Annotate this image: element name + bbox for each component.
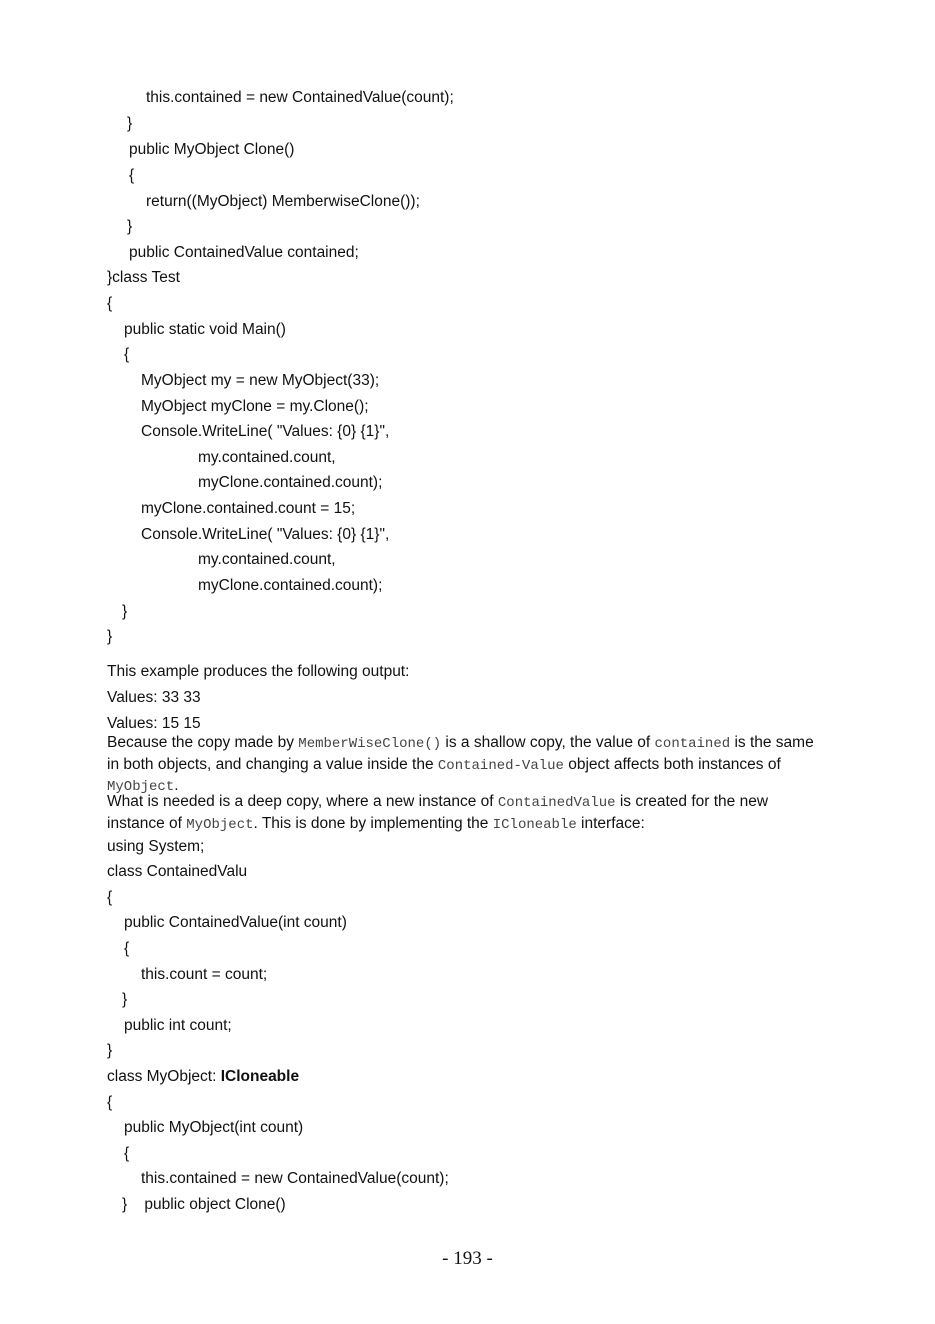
code-line: this.count = count; <box>141 966 268 983</box>
code-line: { <box>107 1094 113 1111</box>
code-line: MyObject my = new MyObject(33); <box>141 372 380 389</box>
code-line: MyObject myClone = my.Clone(); <box>141 398 369 415</box>
text: object affects both instances of <box>563 755 781 773</box>
text: Because the copy made by <box>107 734 299 751</box>
code-line: }class Test <box>107 269 180 286</box>
code-line: myClone.contained.count = 15; <box>141 500 356 517</box>
code-line: using System; <box>107 838 205 855</box>
code-line: public MyObject Clone() <box>129 141 295 158</box>
code-line: { <box>124 940 130 957</box>
text: is the same in both objects, and changing a value inside the <box>107 734 814 773</box>
inline-code: MyObject <box>186 816 254 833</box>
code-text: class MyObject: <box>107 1068 221 1085</box>
code-line: public static void Main() <box>124 321 286 338</box>
code-line: return((MyObject) MemberwiseClone()); <box>146 193 420 210</box>
code-line: } <box>127 218 133 235</box>
code-line: { <box>129 167 135 184</box>
output-line: Values: 15 15 <box>107 715 201 732</box>
code-line: { <box>107 295 113 312</box>
inline-code: ContainedValue <box>497 795 616 811</box>
code-line: { <box>124 346 130 363</box>
text: is created for the new instance of <box>107 793 769 832</box>
code-line: Console.WriteLine( "Values: {0} {1}", <box>141 526 390 543</box>
code-line: { <box>124 1145 130 1162</box>
text: . <box>174 777 179 794</box>
code-line: my.contained.count, <box>198 449 336 466</box>
inline-code: MemberWiseClone() <box>298 736 442 752</box>
code-line: public MyObject(int count) <box>124 1119 304 1136</box>
code-line: myClone.contained.count); <box>198 577 383 594</box>
code-line: my.contained.count, <box>198 551 336 568</box>
inline-code: Contained-Value <box>437 757 564 774</box>
paragraph-deep-copy <box>107 792 827 835</box>
code-line: } public object Clone() <box>122 1196 286 1213</box>
inline-code: ICloneable <box>492 816 577 833</box>
code-line: } <box>127 115 133 132</box>
code-line: class ContainedValu <box>107 863 248 880</box>
page-number: - 193 - <box>442 1248 493 1269</box>
code-line: } <box>122 603 128 620</box>
code-line: } <box>122 991 128 1008</box>
output-intro: This example produces the following output: <box>107 663 410 680</box>
code-line: public ContainedValue(int count) <box>124 914 347 931</box>
code-line: public ContainedValue contained; <box>129 244 359 261</box>
output-line: Values: 33 33 <box>107 689 201 706</box>
text: What is needed is a deep copy, where a new instance of <box>107 793 498 810</box>
code-line: myClone.contained.count); <box>198 474 383 491</box>
code-line: Console.WriteLine( "Values: {0} {1}", <box>141 423 390 440</box>
code-line: { <box>107 889 113 906</box>
inline-code: MyObject <box>107 779 175 795</box>
text: . This is done by implementing the <box>253 814 493 832</box>
text: interface: <box>576 814 645 832</box>
code-line: this.contained = new ContainedValue(count); <box>146 89 454 106</box>
code-line <box>107 1068 299 1086</box>
code-line: } <box>107 628 113 645</box>
paragraph-shallow-copy <box>107 733 827 798</box>
code-line: } <box>107 1042 113 1059</box>
text: is a shallow copy, the value of <box>441 734 655 751</box>
code-keyword: ICloneable <box>220 1068 300 1085</box>
inline-code: contained <box>654 736 731 752</box>
code-line: public int count; <box>124 1017 232 1034</box>
code-line: this.contained = new ContainedValue(count); <box>141 1170 449 1187</box>
